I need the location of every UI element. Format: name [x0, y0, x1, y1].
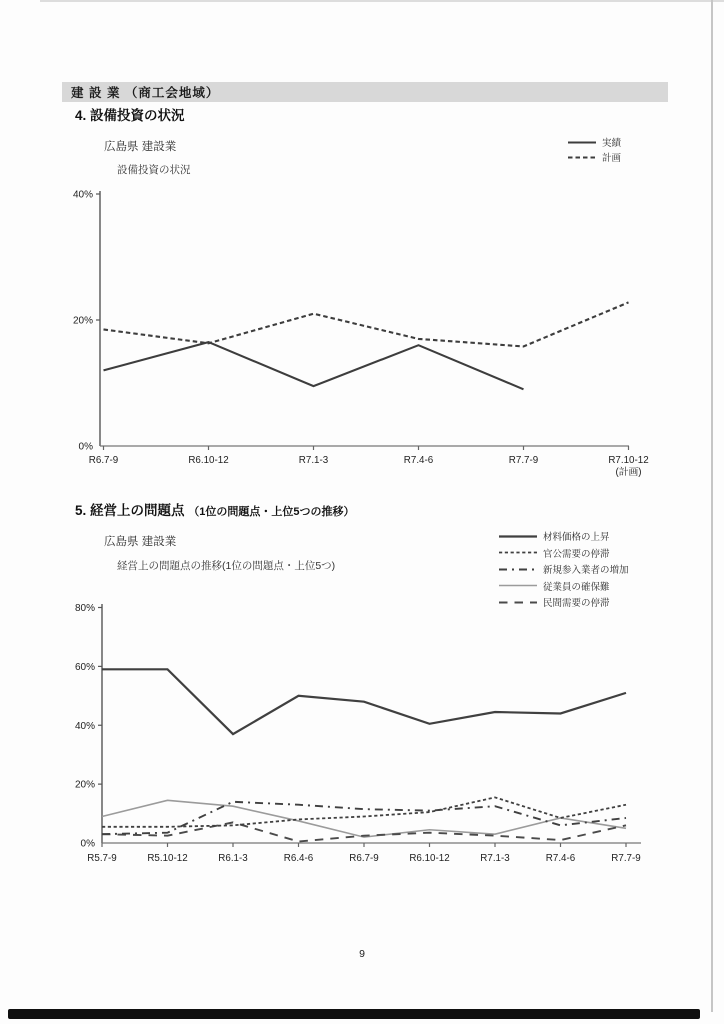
longdash-line-sample	[499, 598, 539, 607]
legend-item-labor-shortage	[499, 581, 629, 591]
x-tick-sublabel: (計画)	[615, 467, 642, 478]
gray-line-sample	[499, 581, 539, 590]
legend-label: 計画	[602, 153, 622, 164]
dashed-line-sample	[568, 153, 598, 162]
x-tick-label: R5.10-12	[147, 853, 188, 864]
series-line-1	[104, 302, 629, 346]
dashdot-line-sample	[499, 565, 539, 574]
y-tick-label: 60%	[74, 661, 95, 673]
legend-label: 材料価格の上昇	[543, 532, 610, 543]
section5-subtitle: （1位の問題点・上位5つの推移）	[188, 506, 355, 518]
series-line-4	[102, 822, 626, 841]
y-tick-label: 40%	[74, 720, 95, 732]
dotted-line-sample	[499, 548, 539, 557]
legend-item-keikaku	[568, 152, 621, 162]
section4-heading: 4. 設備投資の状況	[75, 108, 185, 123]
x-tick-label: R6.1-3	[218, 853, 248, 864]
scan-edge-right	[711, 0, 713, 1012]
x-tick-label: R7.10-12	[608, 455, 649, 466]
y-tick-label: 0%	[80, 838, 95, 850]
x-tick-label: R6.4-6	[283, 853, 314, 864]
solid-line-sample	[568, 138, 598, 147]
chart2-legend	[499, 531, 629, 607]
x-tick-label: R7.4-6	[403, 455, 434, 466]
x-tick-label: R6.10-12	[188, 455, 229, 466]
x-tick-label: R7.4-6	[545, 853, 576, 864]
legend-item-material-price	[499, 531, 629, 541]
x-tick-label: R6.7-9	[349, 853, 379, 864]
section5-title: 5. 経営上の問題点	[75, 503, 185, 518]
legend-label: 民間需要の停滞	[543, 598, 610, 609]
y-tick-label: 80%	[74, 603, 95, 614]
legend-label: 新規参入業者の増加	[543, 565, 629, 576]
legend-item-new-entrants	[499, 564, 629, 574]
chart2-subtitle: 経営上の問題点の推移(1位の問題点・上位5つ)	[117, 560, 336, 572]
x-tick-label: R7.7-9	[611, 853, 641, 864]
legend-item-private-demand	[499, 597, 629, 607]
series-line-2	[102, 802, 626, 834]
x-tick-label: R5.7-9	[87, 853, 117, 864]
solid-line-sample	[499, 532, 539, 541]
legend-item-public-demand	[499, 548, 629, 558]
y-tick-label: 0%	[78, 441, 93, 453]
page-number: 9	[359, 948, 365, 960]
industry-header-bar	[62, 82, 668, 102]
section5-heading	[75, 499, 355, 519]
series-line-0	[104, 342, 524, 389]
legend-item-jisseki	[568, 137, 621, 147]
legend-label: 官公需要の停滞	[543, 548, 610, 560]
x-tick-label: R6.7-9	[88, 455, 119, 466]
y-tick-label: 20%	[72, 315, 93, 327]
chart1-subtitle: 設備投資の状況	[117, 164, 191, 176]
y-tick-label: 20%	[74, 779, 95, 791]
scan-edge-top	[40, 0, 724, 2]
x-tick-label: R7.1-3	[298, 455, 329, 466]
industry-header-label: 建 設 業 （商工会地域）	[71, 86, 220, 100]
chart1-legend	[568, 137, 621, 162]
x-tick-label: R7.1-3	[480, 853, 510, 864]
series-line-0	[102, 669, 626, 734]
legend-label: 実績	[602, 138, 622, 149]
x-tick-label: R6.10-12	[409, 853, 450, 864]
scan-edge-bottom	[8, 1009, 700, 1019]
series-line-1	[102, 797, 626, 826]
chart2-title: 広島県 建設業	[104, 536, 177, 548]
legend-label: 従業員の確保難	[543, 581, 610, 593]
x-tick-label: R7.7-9	[508, 455, 539, 466]
y-tick-label: 40%	[72, 189, 93, 201]
series-line-3	[102, 800, 626, 837]
chart1-title: 広島県 建設業	[104, 141, 177, 153]
